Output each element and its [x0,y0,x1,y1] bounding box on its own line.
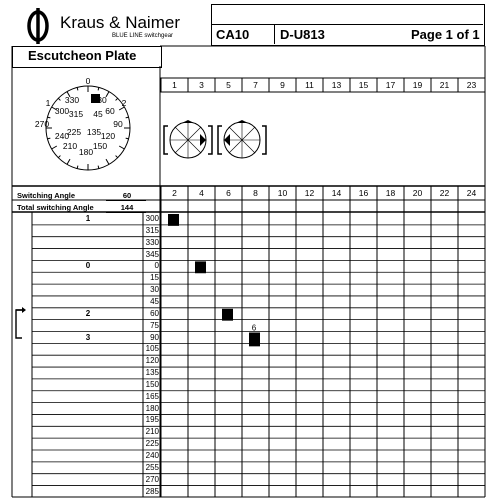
terminal-label-bottom: 2 [172,188,177,198]
row-angle: 270 [145,474,159,484]
row-angle: 300 [145,214,159,223]
terminal-label-bottom: 6 [226,188,231,198]
terminal-label-top: 3 [199,80,204,90]
terminal-label-bottom: 18 [385,188,396,198]
terminal-label-bottom: 16 [358,188,369,198]
row-angle: 30 [150,285,159,295]
contact-closed-mark [195,261,206,273]
row-angle: 60 [150,308,159,318]
row-angle: 150 [145,379,159,389]
row-angle: 345 [145,249,159,259]
header-page: Page 1 of 1 [411,27,480,42]
row-angle: 330 [145,237,159,247]
terminal-label-top: 1 [172,80,177,90]
terminal-label-bottom: 4 [199,188,204,198]
row-angle: 240 [145,451,159,460]
row-angle: 210 [145,427,159,437]
row-angle: 285 [145,486,159,496]
dial-angle: 60 [105,106,115,116]
company-name: Kraus & Naimer [60,13,180,32]
section-title: Escutcheon Plate [28,48,137,63]
row-position: 0 [85,261,91,271]
terminal-label-bottom: 10 [277,188,288,198]
dial-angle: 240 [54,131,70,141]
terminal-label-bottom: 20 [412,188,423,198]
row-angle: 225 [145,439,159,449]
row-angle: 135 [145,368,159,378]
terminal-label-top: 21 [439,80,450,90]
terminal-label-top: 5 [226,80,231,90]
contact-label: 6 [251,323,257,333]
dial-angle: 45 [93,109,103,119]
row-angle: 90 [150,332,159,342]
terminal-label-top: 23 [466,80,477,90]
contact-diagram-icon [218,120,266,158]
row-position: 3 [85,332,91,342]
dial-angle: 270 [34,119,50,129]
total-switching-angle-label: Total switching Angle [17,203,94,212]
company-tagline: BLUE LINE switchgear [112,33,174,39]
row-angle: 75 [150,320,159,330]
header-type: CA10 [216,27,250,42]
switching-angle-value: 60 [122,191,132,200]
row-angle: 0 [154,261,159,271]
dial-angle: 225 [66,127,82,137]
switching-angle-label: Switching Angle [17,191,76,200]
dial-angle: 90 [113,119,123,129]
contact-closed-mark [249,333,260,347]
contact-closed-mark [168,214,179,226]
terminal-label-bottom: 14 [331,188,342,198]
terminal-label-top: 17 [385,80,396,90]
dial-angle: 330 [64,95,80,105]
dial-angle: 135 [86,127,102,137]
dial-angle: 30 [97,95,107,105]
dial-angle: 120 [100,131,116,141]
terminal-label-top: 15 [358,80,369,90]
row-angle: 105 [145,344,159,354]
dial-angle: 315 [68,109,84,119]
dial-pos-label: 2 [121,98,127,108]
terminal-label-bottom: 12 [304,188,315,198]
row-angle: 315 [145,225,159,235]
dial-pos-label: 0 [85,76,91,86]
header-code: D-U813 [280,27,325,42]
terminal-label-top: 13 [331,80,342,90]
contact-diagram-icon [164,120,212,158]
row-angle: 195 [145,415,159,425]
terminal-label-bottom: 22 [439,188,450,198]
row-angle: 15 [150,273,159,283]
row-angle: 120 [145,356,159,366]
row-angle: 255 [145,462,159,472]
rotation-bracket-icon [12,306,32,342]
dial-angle: 180 [78,147,94,157]
terminal-label-top: 9 [280,80,285,90]
terminal-label-bottom: 8 [253,188,258,198]
terminal-label-top: 11 [305,80,314,90]
dial-pos-label: 1 [45,98,51,108]
row-position: 2 [85,308,91,318]
row-position: 1 [85,214,91,223]
dial-angle: 300 [54,106,70,116]
terminal-label-top: 19 [412,80,423,90]
total-switching-angle-value: 144 [120,203,134,212]
contact-closed-mark [222,309,233,321]
dial-angle: 210 [62,141,78,151]
dial-angle: 150 [92,141,108,151]
terminal-label-bottom: 24 [466,188,477,198]
row-angle: 165 [145,391,159,401]
row-angle: 180 [145,403,159,413]
terminal-label-top: 7 [253,80,258,90]
row-angle: 45 [150,296,159,306]
dial-pos-active: 0 [85,93,91,103]
